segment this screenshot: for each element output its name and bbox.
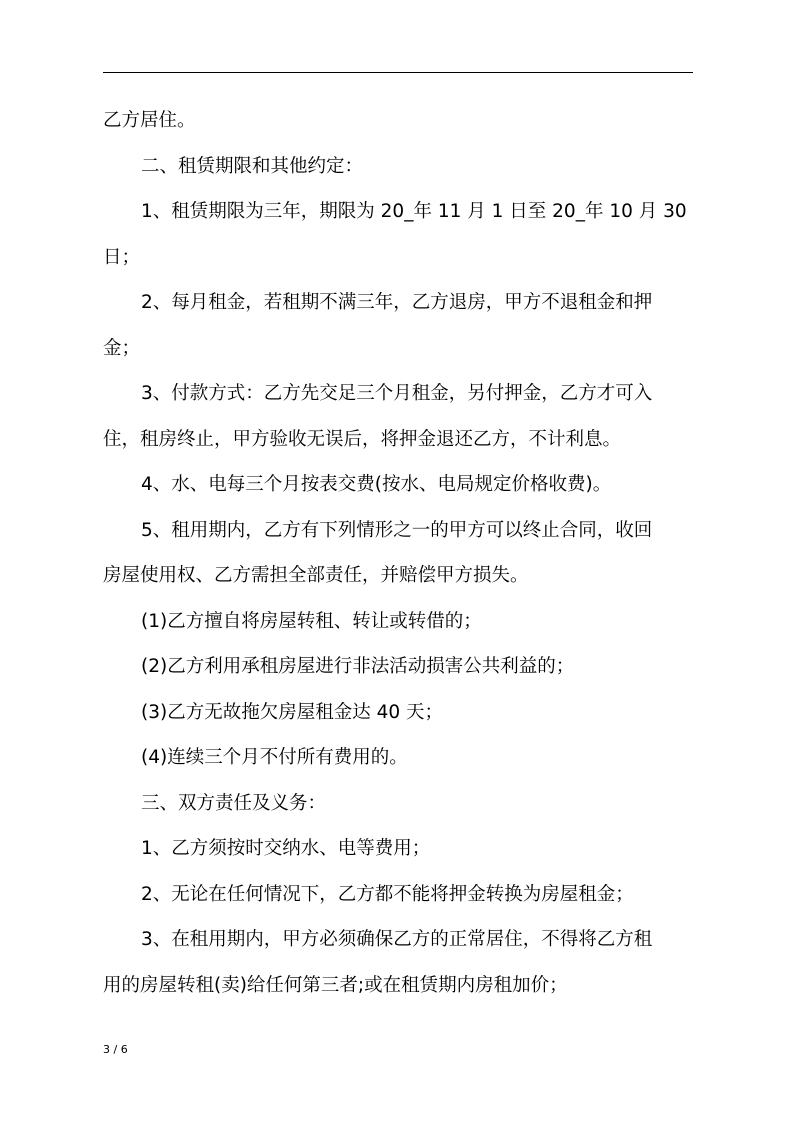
section-heading-duties: 三、双方责任及义务： [141,792,327,814]
clause-4-line-1: 4、水、电每三个月按表交费(按水、电局规定价格收费)。 [141,474,612,495]
clause-3-line-1: 3、付款方式：乙方先交足三个月租金，另付押金，乙方才可入 [141,383,653,404]
sub-clause-1: (1)乙方擅自将房屋转租、转让或转借的； [141,610,482,632]
section-heading-term: 二、租赁期限和其他约定： [141,155,364,177]
clause-5-line-2: 房屋使用权、乙方需担全部责任，并赔偿甲方损失。 [103,565,529,586]
duty-3-line-2: 用的房屋转租(卖)给任何第三者;或在租赁期内房租加价； [103,974,568,996]
clause-5-line-1: 5、租用期内，乙方有下列情形之一的甲方可以终止合同，收回 [141,519,653,541]
clause-1-line-2: 日； [103,246,141,268]
duty-1-line-1: 1、乙方须按时交纳水、电等费用； [141,838,431,859]
clause-1-line-1: 1、租赁期限为三年，期限为 20_年 11 月 1 日至 20_年 10 月 30 [141,201,687,222]
duty-3-line-1: 3、在租用期内，甲方必须确保乙方的正常居住，不得将乙方租 [141,929,653,950]
duty-2-line-1: 2、无论在任何情况下，乙方都不能将押金转换为房屋租金； [141,883,634,905]
header-rule [103,72,693,73]
sub-clause-4: (4)连续三个月不付所有费用的。 [141,747,408,768]
document-body [103,98,695,1008]
clause-3-line-2: 住，租房终止，甲方验收无误后，将押金退还乙方，不计利息。 [103,428,622,450]
sub-clause-3: (3)乙方无故拖欠房屋租金达 40 天； [141,701,444,723]
sub-clause-2: (2)乙方利用承租房屋进行非法活动损害公共利益的； [141,656,575,677]
page-number: 3 / 6 [103,1043,128,1056]
text-line-continuation: 乙方居住。 [103,110,196,131]
clause-2-line-1: 2、每月租金，若租期不满三年，乙方退房，甲方不退租金和押 [141,292,653,313]
clause-2-line-2: 金； [103,337,141,359]
